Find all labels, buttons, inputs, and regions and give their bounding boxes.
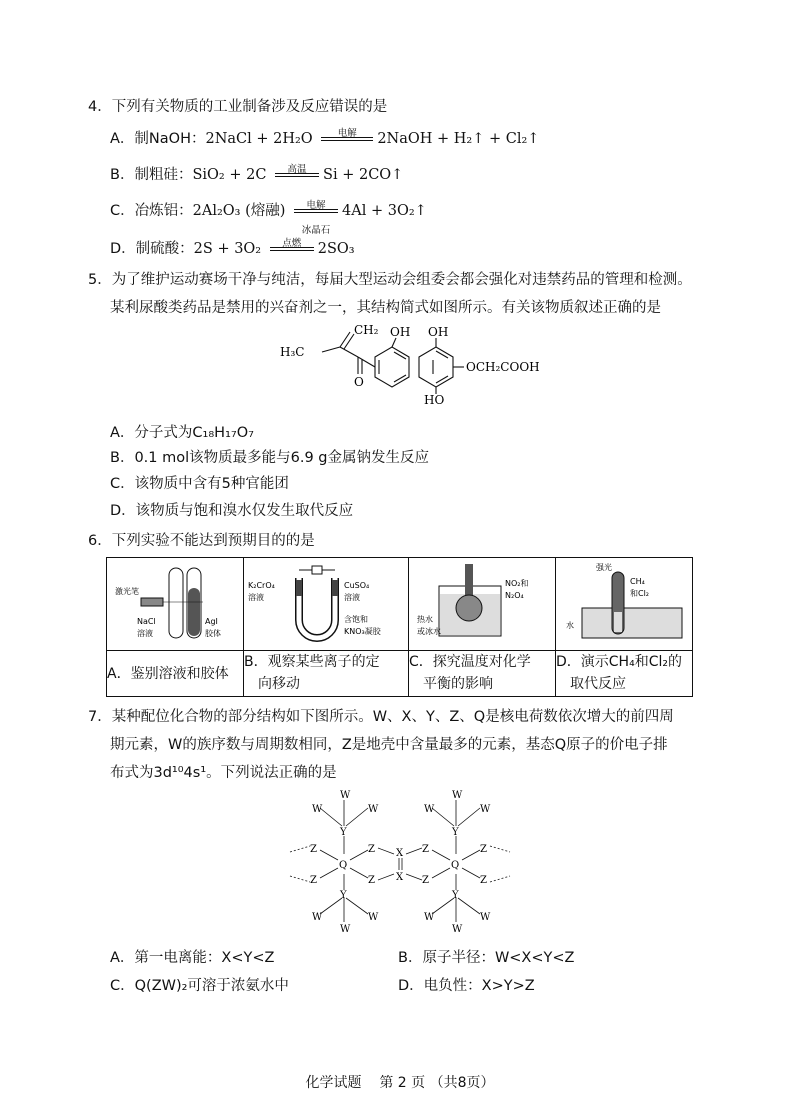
q7-stem-line3: 布式为3d¹⁰4s¹。下列说法正确的是: [110, 765, 337, 781]
svg-text:Y: Y: [452, 827, 459, 838]
svg-text:强光: 强光: [596, 563, 612, 572]
tail-label: OCH₂COOH: [466, 360, 540, 374]
q5-option-a: A．分子式为C₁₈H₁₇O₇: [110, 425, 254, 441]
svg-text:W: W: [312, 912, 323, 923]
experiment-d-caption: D．演示CH₄和Cl₂的 取代反应: [556, 651, 693, 697]
svg-text:CuSO₄: CuSO₄: [344, 581, 370, 590]
q7-option-d: D．电负性：X>Y>Z: [398, 978, 535, 994]
q5-option-d: D．该物质与饱和溴水仅发生取代反应: [110, 503, 354, 519]
svg-text:Z: Z: [422, 844, 429, 855]
svg-text:W: W: [340, 924, 351, 935]
svg-text:NaCl: NaCl: [137, 617, 156, 626]
q5-stem-line1: 5．为了维护运动赛场干净与纯洁，每届大型运动会组委会都会强化对违禁药品的管理和检测。: [88, 272, 692, 288]
svg-text:N₂O₄: N₂O₄: [505, 591, 524, 600]
svg-text:W: W: [452, 790, 463, 801]
q7-option-b: B．原子半径：W<X<Y<Z: [398, 950, 575, 966]
h3c-label: H₃C: [280, 345, 305, 359]
q7-option-a: A．第一电离能：X<Y<Z: [110, 950, 275, 966]
experiment-table: [106, 557, 693, 697]
q4-stem: 4．下列有关物质的工业制备涉及反应错误的是: [88, 99, 388, 115]
svg-text:Y: Y: [452, 890, 459, 901]
svg-text:X: X: [396, 848, 404, 859]
experiment-b-figure: [244, 558, 409, 651]
svg-text:Z: Z: [422, 875, 429, 886]
svg-text:胶体: 胶体: [205, 629, 221, 638]
q5-option-b: B．0.1 mol该物质最多能与6.9 g金属钠发生反应: [110, 450, 430, 466]
svg-text:AgI: AgI: [205, 617, 218, 626]
svg-text:和Cl₂: 和Cl₂: [630, 589, 650, 598]
svg-text:Z: Z: [310, 844, 317, 855]
oh-label-1: OH: [390, 325, 411, 339]
carbonyl-o-label: O: [354, 375, 364, 389]
svg-text:Z: Z: [310, 875, 317, 886]
svg-text:含饱和: 含饱和: [344, 615, 368, 624]
svg-text:W: W: [312, 804, 323, 815]
svg-text:CH₄: CH₄: [630, 577, 645, 586]
svg-text:KNO₃凝胶: KNO₃凝胶: [344, 627, 381, 636]
q7-option-c: C．Q(ZW)₂可溶于浓氨水中: [110, 978, 289, 994]
svg-text:Y: Y: [340, 890, 347, 901]
svg-text:Z: Z: [480, 875, 487, 886]
svg-text:Y: Y: [340, 827, 347, 838]
ch2-label: CH₂: [354, 323, 379, 337]
reaction-arrow: 电解 冰晶石: [294, 209, 338, 213]
svg-text:激光笔: 激光笔: [115, 587, 139, 596]
svg-text:Z: Z: [368, 844, 375, 855]
svg-text:W: W: [368, 804, 379, 815]
reaction-arrow: 电解: [321, 137, 373, 141]
reaction-arrow: 高温: [275, 173, 319, 177]
svg-text:溶液: 溶液: [344, 593, 360, 602]
svg-text:W: W: [480, 804, 491, 815]
experiment-b-caption: B．观察某些离子的定 向移动: [244, 651, 409, 697]
experiment-c-figure: [409, 558, 556, 651]
reaction-arrow: 点燃: [270, 247, 314, 251]
q4-option-b: B．制粗硅：SiO₂ + 2C 高温 Si + 2CO↑: [110, 164, 404, 183]
experiment-a-caption: A．鉴别溶液和胶体: [107, 651, 244, 697]
svg-text:W: W: [452, 924, 463, 935]
svg-text:W: W: [480, 912, 491, 923]
oh-label-2: OH: [428, 325, 449, 339]
svg-text:热水: 热水: [417, 615, 433, 624]
experiment-a-figure: [107, 558, 244, 651]
coordination-structure: [280, 786, 520, 936]
molecule-structure: [270, 322, 540, 406]
svg-text:Z: Z: [480, 844, 487, 855]
q7-stem-line1: 7．某种配位化合物的部分结构如下图所示。W、X、Y、Z、Q是核电荷数依次增大的前四周: [88, 709, 674, 725]
svg-text:Q: Q: [339, 860, 348, 871]
svg-text:水: 水: [566, 621, 574, 630]
experiment-c-caption: C．探究温度对化学 平衡的影响: [409, 651, 556, 697]
svg-text:溶液: 溶液: [137, 629, 153, 638]
svg-text:W: W: [424, 804, 435, 815]
svg-text:Z: Z: [368, 875, 375, 886]
q4-option-d: D．制硫酸：2S + 3O₂ 点燃 2SO₃: [110, 238, 355, 257]
experiment-d-figure: [556, 558, 693, 651]
svg-text:W: W: [424, 912, 435, 923]
q4-option-c: C．冶炼铝：2Al₂O₃ (熔融) 电解 冰晶石 4Al + 3O₂↑: [110, 200, 427, 236]
q5-option-c: C．该物质中含有5种官能团: [110, 476, 289, 492]
q6-stem: 6．下列实验不能达到预期目的的是: [88, 533, 315, 549]
ho-label: HO: [424, 393, 445, 406]
svg-text:Q: Q: [451, 860, 460, 871]
svg-text:K₂CrO₄: K₂CrO₄: [248, 581, 275, 590]
page-footer: 化学试题 第 2 页 （共8页）: [305, 1075, 495, 1091]
q4-option-a: A．制NaOH：2NaCl + 2H₂O 电解 2NaOH + H₂↑ + Cl₂↑: [110, 128, 540, 147]
q5-stem-line2: 某利尿酸类药品是禁用的兴奋剂之一，其结构简式如图所示。有关该物质叙述正确的是: [110, 300, 661, 316]
q7-stem-line2: 期元素，W的族序数与周期数相同，Z是地壳中含量最多的元素，基态Q原子的价电子排: [110, 737, 668, 753]
svg-text:或冰水: 或冰水: [417, 627, 441, 636]
svg-text:NO₂和: NO₂和: [505, 579, 529, 588]
svg-text:W: W: [340, 790, 351, 801]
svg-text:溶液: 溶液: [248, 593, 264, 602]
atom-labels: [310, 790, 491, 935]
svg-text:W: W: [368, 912, 379, 923]
svg-text:X: X: [396, 872, 404, 883]
